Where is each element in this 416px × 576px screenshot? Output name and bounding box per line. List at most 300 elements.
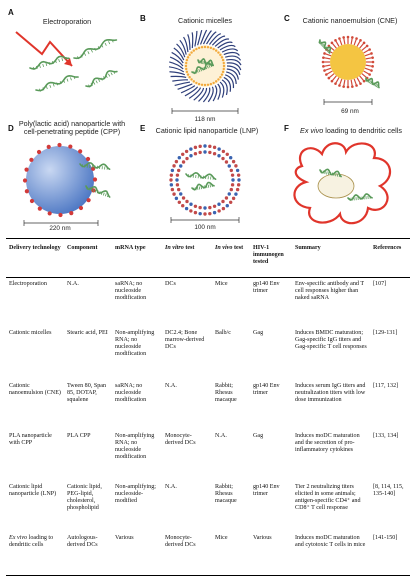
lipid-head-icon — [213, 146, 216, 149]
surfactant-head-icon — [334, 39, 337, 42]
header-invivo-rest: test — [232, 245, 243, 251]
cpp-peptide-icon — [68, 144, 72, 148]
panel-e-scale-label: 100 nm — [175, 224, 235, 231]
cell-delivery: Electroporation — [6, 278, 64, 328]
lipid-head-icon — [203, 212, 206, 215]
lipid-head-icon — [188, 54, 190, 56]
surfactant-tail-icon — [336, 41, 339, 46]
lipid-head-icon — [175, 178, 178, 181]
lipid-head-icon — [221, 73, 223, 75]
cell-invitro: N.A. — [162, 481, 212, 532]
rna-base-tick — [53, 84, 54, 87]
panel-d-title — [12, 120, 132, 137]
rna-base-tick — [197, 187, 198, 190]
lipid-head-icon — [189, 147, 192, 150]
cpp-peptide-icon — [30, 199, 34, 203]
lipid-head-icon — [201, 46, 203, 48]
panel-c — [284, 8, 412, 118]
surfactant-tail-icon — [324, 58, 330, 59]
panel-e-title: Cationic lipid nanoparticle (LNP) — [146, 127, 268, 135]
surfactant-tail-icon — [362, 74, 367, 78]
cell-refs: [129-131] — [370, 327, 410, 380]
cell-delivery-rest: loading to dendritic cells — [9, 535, 53, 548]
rna-base-tick — [199, 187, 200, 190]
lipid-head-icon — [190, 78, 192, 80]
polymer-chain-icon — [195, 31, 197, 47]
lipid-head-icon — [189, 203, 192, 206]
surfactant-tail-icon — [336, 78, 339, 83]
cpp-peptide-icon — [79, 206, 83, 210]
rna-base-tick — [49, 62, 50, 65]
cell-component: Tween 80, Span 85, DOTAP, squalene — [64, 380, 112, 430]
lipid-head-icon — [203, 150, 206, 153]
panel-a-title: Electroporation — [12, 18, 122, 26]
cell-delivery: Cationic micelles — [6, 327, 64, 380]
surfactant-head-icon — [372, 61, 375, 64]
lipid-head-icon — [219, 54, 221, 56]
lipid-head-icon — [195, 82, 197, 84]
cell-invivo: Balb/c — [212, 327, 250, 380]
lipid-head-icon — [219, 76, 221, 78]
surfactant-head-icon — [371, 65, 374, 68]
rna-base-tick — [46, 86, 47, 89]
cpp-peptide-icon — [23, 178, 27, 182]
cell-component: PLA CPP — [64, 430, 112, 481]
lipid-head-icon — [171, 169, 174, 172]
lipid-head-icon — [213, 152, 216, 155]
lipid-head-icon — [189, 154, 192, 157]
lipid-head-icon — [187, 56, 189, 58]
lipid-head-icon — [210, 47, 212, 49]
surfactant-head-icon — [347, 36, 350, 39]
surfactant-head-icon — [328, 77, 331, 80]
lipid-head-icon — [228, 192, 231, 195]
lipid-head-icon — [203, 144, 206, 147]
cpp-peptide-icon — [48, 211, 52, 215]
rna-base-tick — [323, 171, 324, 174]
lipid-head-icon — [177, 169, 180, 172]
surfactant-head-icon — [363, 80, 366, 83]
rna-base-tick — [203, 186, 204, 189]
surfactant-head-icon — [323, 52, 326, 55]
panel-c-letter: C — [284, 14, 290, 23]
lipid-head-icon — [215, 49, 217, 51]
polymer-chain-icon — [192, 32, 193, 48]
rna-base-tick — [103, 193, 104, 196]
cationic-micelle-illustration — [140, 26, 270, 126]
lipid-head-icon — [194, 211, 197, 214]
lightning-arrow-icon — [16, 32, 72, 66]
rna-base-tick — [70, 77, 71, 80]
cell-hiv: Various — [250, 532, 292, 576]
cell-mrna: saRNA; no nucleoside modification — [112, 278, 162, 328]
cell-invitro: DCs — [162, 278, 212, 328]
lipid-head-icon — [201, 84, 203, 86]
lipid-head-icon — [231, 178, 234, 181]
header-invivo — [212, 239, 250, 278]
rna-base-tick — [88, 51, 89, 54]
header-invitro-italic: In vitro — [165, 245, 184, 251]
lipid-head-icon — [230, 169, 233, 172]
lipid-head-icon — [222, 71, 224, 73]
lipid-head-icon — [217, 203, 220, 206]
lipid-head-icon — [237, 173, 240, 176]
surfactant-tail-icon — [354, 39, 356, 45]
lipid-head-icon — [188, 76, 190, 78]
panel-b-title: Cationic micelles — [160, 17, 250, 25]
lipid-head-icon — [171, 188, 174, 191]
polymer-chain-icon — [222, 49, 238, 52]
lipid-head-icon — [207, 84, 209, 86]
panel-c-scale-label: 69 nm — [320, 108, 380, 115]
lipid-head-icon — [215, 80, 217, 82]
pla-sphere — [26, 146, 94, 214]
surfactant-head-icon — [331, 80, 334, 83]
polymer-chain-icon — [169, 72, 184, 75]
surfactant-tail-icon — [360, 44, 364, 49]
surfactant-head-icon — [322, 56, 325, 59]
lipid-head-icon — [210, 83, 212, 85]
panel-d-scale-label: 220 nm — [30, 225, 90, 232]
surfactant-head-icon — [351, 36, 354, 39]
surfactant-head-icon — [331, 42, 334, 45]
cpp-peptide-icon — [87, 198, 91, 202]
surfactant-head-icon — [370, 52, 373, 55]
lipid-head-icon — [189, 209, 192, 212]
surfactant-tail-icon — [357, 78, 360, 83]
surfactant-head-icon — [351, 85, 354, 88]
lipid-head-icon — [195, 48, 197, 50]
cell-summary: Tier 2 neutralizing titers elicited in some animals; antigen-specific CD4⁺ and CD8⁺ T cell response — [292, 481, 370, 532]
surfactant-tail-icon — [354, 79, 356, 85]
lipid-head-icon — [213, 205, 216, 208]
surfactant-tail-icon — [351, 38, 352, 44]
panel-b — [140, 8, 270, 118]
lipid-head-icon — [193, 80, 195, 82]
surfactant-tail-icon — [340, 39, 342, 45]
lipid-head-icon — [186, 59, 188, 61]
polymer-chain-icon — [213, 86, 217, 102]
rna-base-tick — [46, 63, 47, 66]
lipid-head-icon — [185, 150, 188, 153]
cell-summary: Induces moDC maturation and cytotoxic T cells in mice — [292, 532, 370, 576]
rna-base-tick — [62, 58, 63, 61]
surfactant-tail-icon — [325, 54, 331, 56]
polymer-chain-icon — [224, 53, 240, 56]
lipid-head-icon — [175, 160, 178, 163]
cpp-peptide-icon — [47, 145, 51, 149]
cell-summary: Env-specific antibody and T cell responses higher than naked saRNA — [292, 278, 370, 328]
lipid-head-icon — [221, 157, 224, 160]
surfactant-head-icon — [334, 82, 337, 85]
polymer-chain-icon — [218, 84, 221, 100]
lipid-nanoparticle-illustration — [140, 136, 270, 232]
lipid-head-icon — [186, 71, 188, 73]
cell-delivery — [6, 532, 64, 576]
cell-hiv: gp140 Env trimer — [250, 278, 292, 328]
lipid-head-icon — [208, 145, 211, 148]
rna-base-tick — [91, 50, 92, 53]
lipid-head-icon — [178, 156, 181, 159]
table-row — [6, 532, 410, 576]
lipid-head-icon — [236, 188, 239, 191]
panel-a-letter: A — [8, 8, 14, 17]
surfactant-head-icon — [363, 42, 366, 45]
cell-mrna: Non-amplifying RNA; no nucleoside modification — [112, 430, 162, 481]
panel-f — [284, 118, 412, 234]
rna-base-tick — [43, 64, 44, 67]
lipid-head-icon — [181, 204, 184, 207]
lipid-head-icon — [217, 78, 219, 80]
cell-component: Cationic lipid, PEG-lipid, cholesterol, phospholipid — [64, 481, 112, 532]
lipid-head-icon — [194, 152, 197, 155]
polymer-chain-icon — [172, 80, 188, 81]
cell-hiv: Gag — [250, 327, 292, 380]
surfactant-tail-icon — [330, 74, 335, 78]
lipid-head-icon — [217, 154, 220, 157]
cell-delivery: Cationic nanoemulsion (CNE) — [6, 380, 64, 430]
cpp-peptide-icon — [69, 211, 73, 215]
lipid-head-icon — [208, 151, 211, 154]
lipid-head-icon — [229, 156, 232, 159]
lipid-head-icon — [178, 201, 181, 204]
panel-f-title — [290, 127, 412, 135]
lipid-head-icon — [236, 169, 239, 172]
cell-refs: [141-150] — [370, 532, 410, 576]
cpp-peptide-icon — [25, 189, 29, 193]
surfactant-tail-icon — [344, 38, 345, 44]
lipid-head-icon — [204, 46, 206, 48]
surfactant-head-icon — [366, 45, 369, 48]
surfactant-head-icon — [323, 69, 326, 72]
cell-invivo: Mice — [212, 532, 250, 576]
cell-refs: [8, 114, 115, 135-140] — [370, 481, 410, 532]
polymer-chain-icon — [175, 82, 190, 85]
emulsion-core — [330, 44, 366, 80]
lipid-head-icon — [228, 164, 231, 167]
surfactant-tail-icon — [362, 47, 367, 51]
rna-base-tick — [96, 81, 97, 84]
lipid-head-icon — [176, 183, 179, 186]
cell-component: Stearic acid, PEI — [64, 327, 112, 380]
panel-f-title-italic: Ex vivo — [300, 126, 323, 135]
lipid-head-icon — [225, 160, 228, 163]
table-header-row — [6, 239, 410, 278]
lipid-head-icon — [175, 197, 178, 200]
cell-delivery: PLA nanoparticle with CPP — [6, 430, 64, 481]
header-delivery: Delivery technology — [6, 239, 64, 278]
panel-b-scale-label: 118 nm — [175, 116, 235, 123]
lipid-head-icon — [170, 183, 173, 186]
surfactant-tail-icon — [364, 71, 369, 74]
polymer-chain-icon — [181, 86, 195, 93]
lipid-head-icon — [234, 164, 237, 167]
surfactant-tail-icon — [340, 79, 342, 85]
rna-base-tick — [50, 85, 51, 88]
rna-base-tick — [67, 79, 68, 82]
cell-invitro: N.A. — [162, 380, 212, 430]
panel-d-title-line1: Poly(lactic acid) nanoparticle with — [12, 120, 132, 128]
lipid-head-icon — [208, 212, 211, 215]
cell-mrna: saRNA; no nucleoside modification — [112, 380, 162, 430]
rna-base-tick — [40, 65, 41, 68]
lipid-head-icon — [198, 212, 201, 215]
cell-hiv: gp140 Env trimer — [250, 380, 292, 430]
surfactant-head-icon — [322, 65, 325, 68]
cell-invitro: Monocyte-derived DCs — [162, 430, 212, 481]
rna-base-tick — [105, 193, 106, 196]
cpp-peptide-icon — [93, 177, 97, 181]
lipid-head-icon — [176, 173, 179, 176]
lipid-head-icon — [181, 153, 184, 156]
lipid-head-icon — [212, 82, 214, 84]
cell-nucleus — [318, 174, 354, 198]
surfactant-head-icon — [355, 37, 358, 40]
lipid-head-icon — [223, 62, 225, 64]
lipid-head-icon — [217, 209, 220, 212]
cell-invivo: Rabbit; Rhesus macaque — [212, 380, 250, 430]
surfactant-head-icon — [342, 36, 345, 39]
lipid-head-icon — [169, 178, 172, 181]
lipid-head-icon — [179, 164, 182, 167]
surfactant-tail-icon — [357, 41, 360, 46]
cell-refs: [107] — [370, 278, 410, 328]
lipid-head-icon — [213, 211, 216, 214]
surfactant-head-icon — [322, 61, 325, 64]
lipid-head-icon — [185, 68, 187, 70]
panel-d-title-line2: cell-penetrating peptide (CPP) — [12, 128, 132, 136]
panel-d-letter: D — [8, 124, 14, 133]
surfactant-tail-icon — [366, 58, 372, 59]
lipid-head-icon — [177, 188, 180, 191]
table-row — [6, 380, 410, 430]
header-summary: Summary — [292, 239, 370, 278]
cell-invitro: DC2.4; Bone marrow-derived DCs — [162, 327, 212, 380]
header-mrna: mRNA type — [112, 239, 162, 278]
lipid-head-icon — [217, 147, 220, 150]
lipid-head-icon — [185, 62, 187, 64]
cell-invivo: Mice — [212, 278, 250, 328]
rna-base-tick — [369, 81, 370, 84]
panel-f-title-rest: loading to dendritic cells — [323, 126, 402, 135]
surfactant-tail-icon — [327, 71, 332, 74]
lipid-head-icon — [221, 200, 224, 203]
cpp-peptide-icon — [29, 158, 33, 162]
cell-summary: Induces serum IgG titers and neutralization titers with low dose immunization — [292, 380, 370, 430]
rna-base-tick — [93, 82, 94, 85]
surfactant-tail-icon — [324, 65, 330, 66]
cpp-peptide-icon — [57, 143, 61, 147]
surfactant-head-icon — [359, 82, 362, 85]
cell-summary: Induces BMDC maturation; Gag-specific IgG titers and Gag-specific T cell responses — [292, 327, 370, 380]
cpp-peptide-icon — [24, 168, 28, 172]
cell-mrna: Non-amplifying RNA; no nucleoside modification — [112, 327, 162, 380]
rna-base-tick — [57, 82, 58, 85]
lipid-head-icon — [221, 56, 223, 58]
cell-delivery: Cationic lipid nanoparticle (LNP) — [6, 481, 64, 532]
lipid-head-icon — [231, 173, 234, 176]
lipid-head-icon — [185, 157, 188, 160]
lipid-head-icon — [223, 65, 225, 67]
lipid-head-icon — [229, 201, 232, 204]
surfactant-tail-icon — [333, 44, 337, 49]
cell-hiv: gp140 Env trimer — [250, 481, 292, 532]
surfactant-tail-icon — [344, 80, 345, 86]
cpp-peptide-icon — [86, 157, 90, 161]
lipid-head-icon — [231, 183, 234, 186]
lipid-head-icon — [222, 150, 225, 153]
rna-base-tick — [328, 172, 329, 175]
surfactant-tail-icon — [351, 80, 352, 86]
lipid-head-icon — [193, 49, 195, 51]
lipid-head-icon — [232, 197, 235, 200]
lipid-head-icon — [203, 206, 206, 209]
surfactant-tail-icon — [365, 54, 371, 56]
surfactant-head-icon — [368, 73, 371, 76]
table-row — [6, 327, 410, 380]
lipid-head-icon — [198, 151, 201, 154]
panel-e — [140, 118, 270, 234]
lipid-head-icon — [226, 204, 229, 207]
panel-c-title: Cationic nanoemulsion (CNE) — [290, 17, 410, 25]
rna-base-tick — [210, 184, 211, 187]
panel-f-letter: F — [284, 124, 289, 133]
lipid-head-icon — [237, 178, 240, 181]
rna-base-tick — [111, 72, 112, 75]
polymer-chain-icon — [171, 76, 187, 77]
lipid-head-icon — [170, 173, 173, 176]
lipid-head-icon — [172, 164, 175, 167]
rna-base-tick — [376, 84, 377, 87]
header-invitro — [162, 239, 212, 278]
lipid-head-icon — [182, 196, 185, 199]
header-refs: References — [370, 239, 410, 278]
panel-d — [8, 118, 132, 234]
surfactant-tail-icon — [364, 50, 369, 53]
cpp-peptide-icon — [37, 150, 41, 154]
cell-invivo: N.A. — [212, 430, 250, 481]
cell-invivo: Rabbit; Rhesus macaque — [212, 481, 250, 532]
cell-delivery-italic: Ex vivo — [9, 535, 27, 541]
surfactant-head-icon — [368, 48, 371, 51]
cell-mrna: Non-amplifying; nucleoside-modified — [112, 481, 162, 532]
delivery-technology-table — [6, 238, 410, 576]
table-row — [6, 430, 410, 481]
table-row — [6, 481, 410, 532]
rna-base-tick — [208, 185, 209, 188]
lipid-head-icon — [208, 206, 211, 209]
panel-b-letter: B — [140, 14, 146, 23]
lipid-head-icon — [226, 153, 229, 156]
rna-base-tick — [327, 171, 328, 174]
surfactant-tail-icon — [360, 76, 364, 81]
surfactant-head-icon — [347, 86, 350, 89]
cpp-peptide-icon — [78, 149, 82, 153]
polymer-chain-icon — [188, 34, 190, 49]
surfactant-tail-icon — [365, 68, 371, 70]
surfactant-head-icon — [355, 84, 358, 87]
rna-base-tick — [84, 53, 85, 56]
lipid-head-icon — [232, 160, 235, 163]
cell-refs: [133, 134] — [370, 430, 410, 481]
cell-mrna: Various — [112, 532, 162, 576]
lipid-head-icon — [237, 183, 240, 186]
cpp-peptide-icon — [38, 207, 42, 211]
panel-e-letter: E — [140, 124, 145, 133]
surfactant-tail-icon — [366, 65, 372, 66]
lipid-head-icon — [198, 145, 201, 148]
surfactant-head-icon — [359, 39, 362, 42]
